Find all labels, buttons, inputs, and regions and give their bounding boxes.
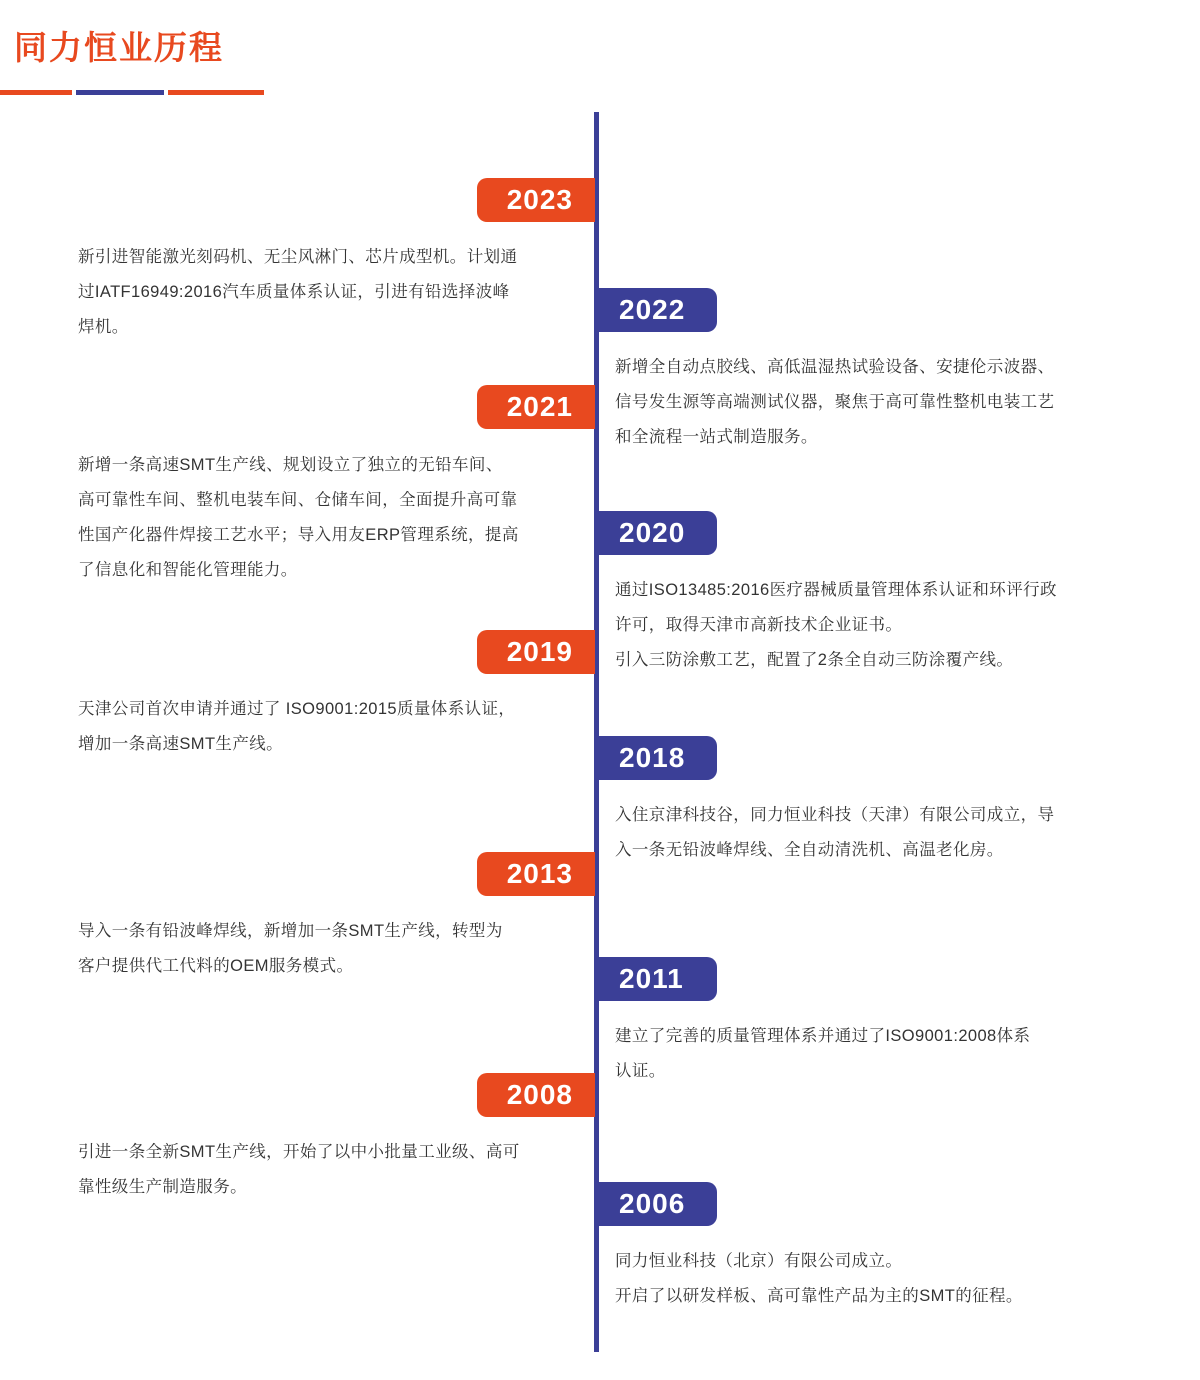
timeline-description-2006 xyxy=(615,1244,1135,1314)
timeline-description-2020 xyxy=(615,573,1135,678)
timeline-year-2021: 2021 xyxy=(477,385,595,429)
description-line: 靠性级生产制造服务。 xyxy=(78,1178,247,1196)
description-line: 开启了以研发样板、高可靠性产品为主的SMT的征程。 xyxy=(615,1287,1023,1305)
description-line: 和全流程一站式制造服务。 xyxy=(615,428,818,446)
description-line: 导入一条有铅波峰焊线，新增加一条SMT生产线，转型为 xyxy=(78,922,503,940)
timeline-description-2013 xyxy=(78,914,583,984)
description-line: 新增一条高速SMT生产线、规划设立了独立的无铅车间、 xyxy=(78,456,503,474)
description-line: 入一条无铅波峰焊线、全自动清洗机、高温老化房。 xyxy=(615,841,1004,859)
description-line: 引入三防涂敷工艺，配置了2条全自动三防涂覆产线。 xyxy=(615,651,1014,669)
description-line: 通过ISO13485:2016医疗器械质量管理体系认证和环评行政 xyxy=(615,581,1057,599)
timeline-year-2020: 2020 xyxy=(599,511,717,555)
timeline-description-2008 xyxy=(78,1135,583,1205)
description-line: 同力恒业科技（北京）有限公司成立。 xyxy=(615,1252,903,1270)
description-line: 了信息化和智能化管理能力。 xyxy=(78,561,298,579)
timeline-year-2019: 2019 xyxy=(477,630,595,674)
title-underline-segment-blue xyxy=(76,90,164,95)
description-line: 客户提供代工代料的OEM服务模式。 xyxy=(78,957,354,975)
timeline-year-2008: 2008 xyxy=(477,1073,595,1117)
description-line: 入住京津科技谷，同力恒业科技（天津）有限公司成立，导 xyxy=(615,806,1055,824)
description-line: 认证。 xyxy=(615,1062,666,1080)
timeline-description-2019 xyxy=(78,692,583,762)
timeline-description-2022 xyxy=(615,350,1135,455)
description-line: 建立了完善的质量管理体系并通过了ISO9001:2008体系 xyxy=(615,1027,1031,1045)
description-line: 过IATF16949:2016汽车质量体系认证，引进有铅选择波峰 xyxy=(78,283,510,301)
description-line: 信号发生源等高端测试仪器，聚焦于高可靠性整机电装工艺 xyxy=(615,393,1055,411)
timeline-year-2011: 2011 xyxy=(599,957,717,1001)
timeline-description-2023 xyxy=(78,240,583,345)
description-line: 性国产化器件焊接工艺水平；导入用友ERP管理系统，提高 xyxy=(78,526,519,544)
timeline-year-2018: 2018 xyxy=(599,736,717,780)
title-underline-segment-orange-left xyxy=(0,90,72,95)
timeline-description-2011 xyxy=(615,1019,1135,1089)
description-line: 引进一条全新SMT生产线，开始了以中小批量工业级、高可 xyxy=(78,1143,520,1161)
description-line: 增加一条高速SMT生产线。 xyxy=(78,735,284,753)
timeline-year-2022: 2022 xyxy=(599,288,717,332)
timeline-description-2021 xyxy=(78,448,583,588)
description-line: 新增全自动点胶线、高低温湿热试验设备、安捷伦示波器、 xyxy=(615,358,1055,376)
timeline-year-2023: 2023 xyxy=(477,178,595,222)
page-title: 同力恒业历程 xyxy=(14,29,224,66)
description-line: 焊机。 xyxy=(78,318,129,336)
description-line: 高可靠性车间、整机电装车间、仓储车间，全面提升高可靠 xyxy=(78,491,518,509)
timeline-description-2018 xyxy=(615,798,1135,868)
description-line: 许可，取得天津市高新技术企业证书。 xyxy=(615,616,903,634)
description-line: 新引进智能激光刻码机、无尘风淋门、芯片成型机。计划通 xyxy=(78,248,518,266)
title-underline-segment-orange-right xyxy=(168,90,264,95)
description-line: 天津公司首次申请并通过了 ISO9001:2015质量体系认证， xyxy=(78,700,516,718)
timeline-year-2006: 2006 xyxy=(599,1182,717,1226)
timeline-year-2013: 2013 xyxy=(477,852,595,896)
